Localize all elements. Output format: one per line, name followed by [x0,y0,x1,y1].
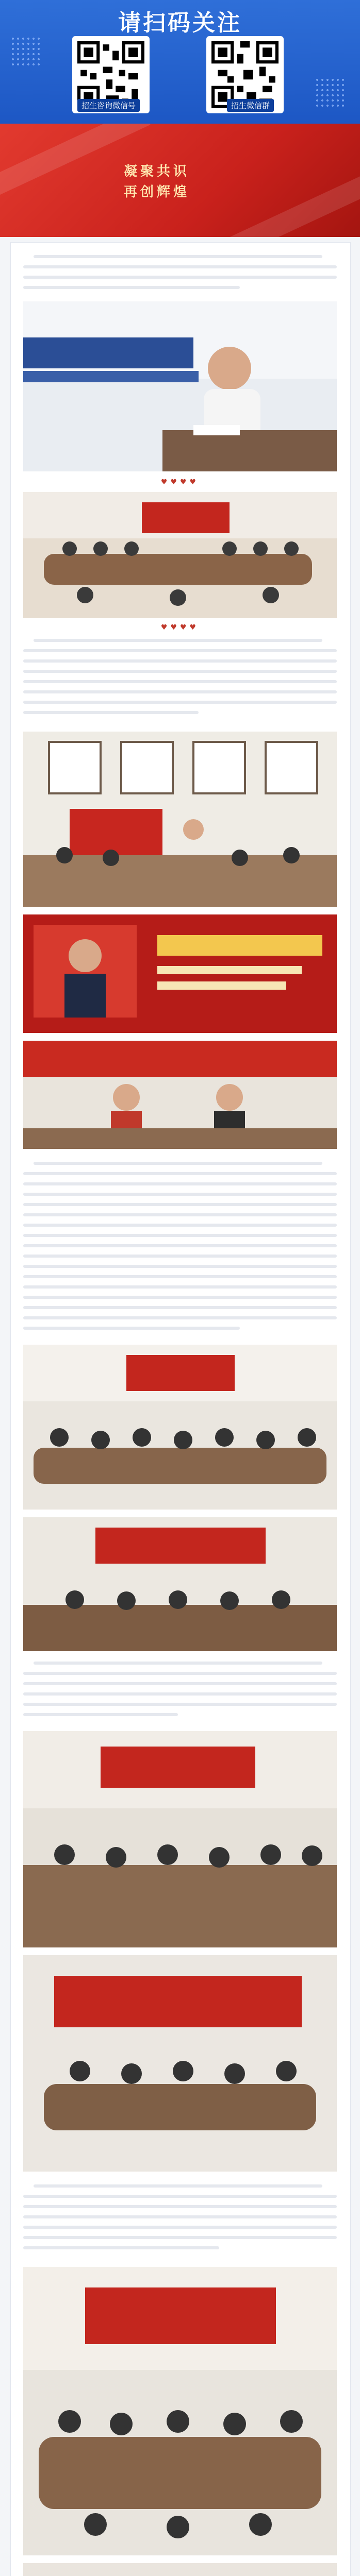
photo-discussion [23,1955,337,2172]
banner-title: 请扫码关注 [118,10,242,36]
photo-calligraphy-wall [23,732,337,907]
qr-code-icon [211,41,279,108]
photo-teachers [23,2563,337,2576]
banner-slogan-2: 再创辉煌 [124,184,190,200]
photo-audience [23,1731,337,1947]
qr-code-icon [77,41,144,108]
divider-hearts: ♥♥♥♥ [160,623,200,632]
photo-speaker [23,301,337,471]
photo-banner-wall [23,1517,337,1651]
qr-banner [0,0,360,124]
photo-presenters [23,1041,337,1149]
qr-right-label: 招生微信群 [227,99,274,112]
decor-dots [315,77,346,108]
decor-dots [10,36,41,67]
photo-conference-hall [23,2267,337,2555]
photo-meeting-room [23,492,337,618]
divider-hearts: ♥♥♥♥ [160,478,200,486]
photo-group-seated [23,1345,337,1510]
banner-slogan-1: 凝聚共识 [124,164,190,179]
decor-ribbon [221,163,360,237]
photo-red-backdrop [23,914,337,1033]
theme-banner [0,124,360,237]
qr-left-label: 招生咨询微信号 [77,99,140,112]
